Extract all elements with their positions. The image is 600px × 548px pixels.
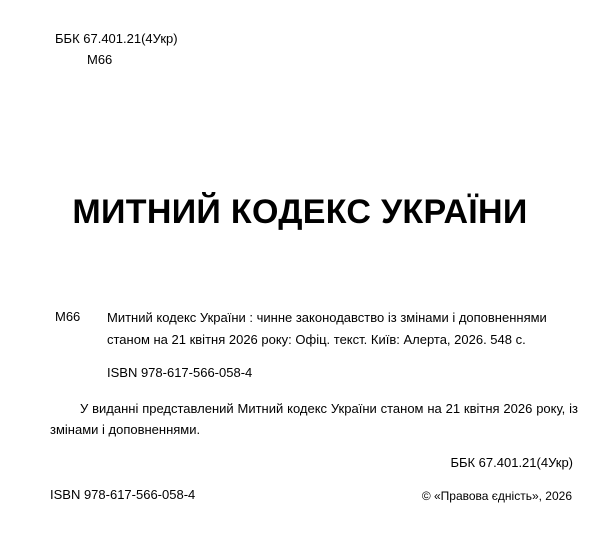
catalog-author-mark: М66	[55, 309, 81, 324]
copyright-notice: © «Правова єдність», 2026	[421, 489, 572, 503]
page-title: МИТНИЙ КОДЕКС УКРАЇНИ	[72, 193, 528, 231]
bbk-index-bottom: ББК 67.401.21(4Укр)	[450, 455, 573, 470]
catalog-isbn: ISBN 978-617-566-058-4	[107, 365, 253, 380]
bbk-index-top: ББК 67.401.21(4Укр)	[55, 31, 178, 46]
catalog-description: Митний кодекс України : чинне законодавство із змінами і доповненнями станом на 21 квітня 2026 року: Офіц. текст. Київ: Алерта, 2026. 548 с.	[107, 310, 547, 347]
annotation-paragraph: У виданні представлений Митний кодекс України станом на 21 квітня 2026 року, із змінами і доповненнями.	[50, 401, 578, 437]
isbn-bottom: ISBN 978-617-566-058-4	[50, 487, 196, 502]
author-mark-top: М66	[87, 52, 113, 67]
